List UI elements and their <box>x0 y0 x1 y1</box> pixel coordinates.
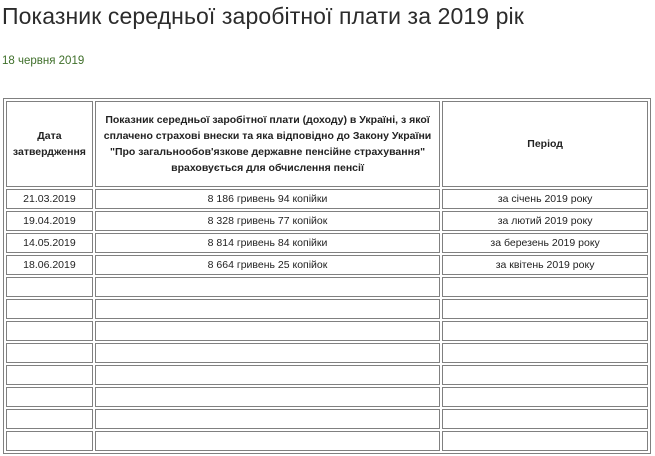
publish-date: 18 червня 2019 <box>2 55 85 67</box>
salary-value-cell <box>95 277 440 297</box>
period-cell: за січень 2019 року <box>442 189 648 209</box>
table-row <box>6 343 648 363</box>
approval-date-cell <box>6 387 93 407</box>
header-approval-date: Дата затвердження <box>6 101 93 187</box>
approval-date-cell <box>6 365 93 385</box>
approval-date-cell: 21.03.2019 <box>6 189 93 209</box>
page-title: Показник середньої заробітної плати за 2019 рік <box>2 3 524 29</box>
period-cell <box>442 321 648 341</box>
table-header-row <box>6 101 648 187</box>
table-row <box>6 255 648 275</box>
salary-value-cell <box>95 409 440 429</box>
salary-value-cell <box>95 299 440 319</box>
approval-date-cell <box>6 299 93 319</box>
table-row <box>6 409 648 429</box>
salary-value-cell <box>95 365 440 385</box>
period-cell <box>442 277 648 297</box>
period-cell: за березень 2019 року <box>442 233 648 253</box>
salary-value-cell <box>95 321 440 341</box>
approval-date-cell: 18.06.2019 <box>6 255 93 275</box>
table-row <box>6 233 648 253</box>
approval-date-cell <box>6 321 93 341</box>
period-cell <box>442 299 648 319</box>
period-cell <box>442 343 648 363</box>
period-cell: за квітень 2019 року <box>442 255 648 275</box>
approval-date-cell <box>6 409 93 429</box>
approval-date-cell <box>6 343 93 363</box>
salary-value-cell: 8 664 гривень 25 копійок <box>95 255 440 275</box>
table-row <box>6 365 648 385</box>
table-row <box>6 277 648 297</box>
salary-value-cell: 8 328 гривень 77 копійок <box>95 211 440 231</box>
table-row <box>6 387 648 407</box>
salary-value-cell <box>95 431 440 451</box>
salary-value-cell: 8 814 гривень 84 копійки <box>95 233 440 253</box>
header-average-salary: Показник середньої заробітної плати (доходу) в Україні, з якої сплачено страхові внески та яка відповідно до Закону України "Про загальнообов'язкове державне пенсійне страхування" враховується для обчислення пенсії <box>95 101 440 187</box>
table-row <box>6 321 648 341</box>
approval-date-cell <box>6 431 93 451</box>
salary-value-cell <box>95 387 440 407</box>
table-row <box>6 211 648 231</box>
period-cell <box>442 387 648 407</box>
approval-date-cell: 14.05.2019 <box>6 233 93 253</box>
table-row <box>6 189 648 209</box>
table-row <box>6 299 648 319</box>
period-cell <box>442 409 648 429</box>
period-cell <box>442 365 648 385</box>
period-cell: за лютий 2019 року <box>442 211 648 231</box>
salary-value-cell <box>95 343 440 363</box>
salary-value-cell: 8 186 гривень 94 копійки <box>95 189 440 209</box>
header-period: Період <box>442 101 648 187</box>
salary-table <box>3 98 651 454</box>
period-cell <box>442 431 648 451</box>
approval-date-cell: 19.04.2019 <box>6 211 93 231</box>
table-row <box>6 431 648 451</box>
approval-date-cell <box>6 277 93 297</box>
